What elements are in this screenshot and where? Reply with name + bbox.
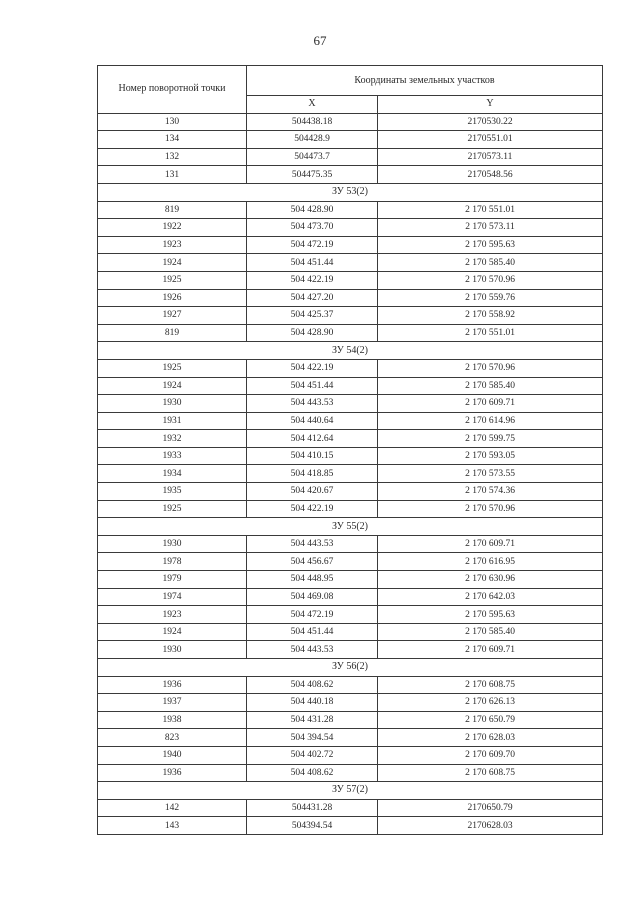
x-coordinate-cell: 504 451.44 — [247, 623, 378, 641]
table-row — [98, 219, 603, 237]
table-row — [98, 553, 603, 571]
table-row — [98, 236, 603, 254]
table-row — [98, 694, 603, 712]
x-coordinate-cell: 504394.54 — [247, 817, 378, 835]
x-coordinate-cell: 504 408.62 — [247, 676, 378, 694]
y-coordinate-cell: 2 170 608.75 — [378, 764, 603, 782]
x-coordinate-cell: 504 440.64 — [247, 412, 378, 430]
table-row — [98, 465, 603, 483]
y-coordinate-cell: 2 170 570.96 — [378, 271, 603, 289]
point-number-cell: 130 — [98, 113, 247, 131]
y-coordinate-cell: 2170548.56 — [378, 166, 603, 184]
table-row — [98, 535, 603, 553]
y-coordinate-cell: 2 170 650.79 — [378, 711, 603, 729]
y-coordinate-cell: 2 170 570.96 — [378, 359, 603, 377]
y-coordinate-cell: 2 170 616.95 — [378, 553, 603, 571]
y-coordinate-cell: 2 170 585.40 — [378, 254, 603, 272]
point-number-cell: 1924 — [98, 254, 247, 272]
table-row — [98, 201, 603, 219]
x-coordinate-cell: 504 473.70 — [247, 219, 378, 237]
point-number-cell: 1934 — [98, 465, 247, 483]
x-coordinate-cell: 504 408.62 — [247, 764, 378, 782]
table-row — [98, 588, 603, 606]
table-row — [98, 641, 603, 659]
table-row — [98, 711, 603, 729]
point-number-cell: 1924 — [98, 623, 247, 641]
table-row — [98, 324, 603, 342]
group-label: ЗУ 54(2) — [98, 342, 603, 360]
y-coordinate-cell: 2 170 558.92 — [378, 307, 603, 325]
point-number-cell: 1927 — [98, 307, 247, 325]
x-coordinate-cell: 504 422.19 — [247, 359, 378, 377]
point-number-cell: 1926 — [98, 289, 247, 307]
y-coordinate-cell: 2 170 551.01 — [378, 201, 603, 219]
x-coordinate-cell: 504 410.15 — [247, 447, 378, 465]
point-number-cell: 143 — [98, 817, 247, 835]
y-coordinate-cell: 2 170 585.40 — [378, 377, 603, 395]
x-coordinate-cell: 504 402.72 — [247, 746, 378, 764]
table-row — [98, 412, 603, 430]
x-coordinate-cell: 504 443.53 — [247, 641, 378, 659]
y-coordinate-cell: 2 170 595.63 — [378, 236, 603, 254]
group-row — [98, 518, 603, 536]
point-number-cell: 1936 — [98, 764, 247, 782]
point-number-cell: 819 — [98, 201, 247, 219]
point-number-cell: 1931 — [98, 412, 247, 430]
y-coordinate-cell: 2 170 630.96 — [378, 571, 603, 589]
table-row — [98, 289, 603, 307]
group-label: ЗУ 55(2) — [98, 518, 603, 536]
table-row — [98, 571, 603, 589]
group-label: ЗУ 57(2) — [98, 782, 603, 800]
y-coordinate-cell: 2170530.22 — [378, 113, 603, 131]
x-coordinate-cell: 504 418.85 — [247, 465, 378, 483]
point-number-cell: 134 — [98, 131, 247, 149]
y-coordinate-cell: 2 170 628.03 — [378, 729, 603, 747]
table-row — [98, 131, 603, 149]
table-row — [98, 764, 603, 782]
table-row — [98, 817, 603, 835]
y-coordinate-cell: 2170628.03 — [378, 817, 603, 835]
point-number-cell: 1938 — [98, 711, 247, 729]
y-coordinate-cell: 2 170 585.40 — [378, 623, 603, 641]
x-coordinate-cell: 504 428.90 — [247, 324, 378, 342]
x-coordinate-cell: 504431.28 — [247, 799, 378, 817]
table-row — [98, 746, 603, 764]
point-number-cell: 132 — [98, 148, 247, 166]
y-coordinate-cell: 2 170 608.75 — [378, 676, 603, 694]
x-coordinate-cell: 504428.9 — [247, 131, 378, 149]
y-coordinate-cell: 2 170 573.11 — [378, 219, 603, 237]
table-row — [98, 254, 603, 272]
y-coordinate-cell: 2 170 609.71 — [378, 395, 603, 413]
point-number-cell: 1925 — [98, 359, 247, 377]
table-row — [98, 799, 603, 817]
table-row — [98, 500, 603, 518]
x-coordinate-cell: 504 443.53 — [247, 535, 378, 553]
group-row — [98, 342, 603, 360]
point-number-cell: 1935 — [98, 483, 247, 501]
x-coordinate-cell: 504 420.67 — [247, 483, 378, 501]
x-coordinate-cell: 504 412.64 — [247, 430, 378, 448]
y-coordinate-cell: 2 170 609.71 — [378, 641, 603, 659]
x-coordinate-cell: 504 451.44 — [247, 377, 378, 395]
header-y: Y — [378, 96, 603, 114]
x-coordinate-cell: 504 422.19 — [247, 500, 378, 518]
point-number-cell: 819 — [98, 324, 247, 342]
table-row — [98, 377, 603, 395]
point-number-cell: 1923 — [98, 236, 247, 254]
point-number-cell: 1925 — [98, 271, 247, 289]
header-x: X — [247, 96, 378, 114]
x-coordinate-cell: 504438.18 — [247, 113, 378, 131]
x-coordinate-cell: 504 472.19 — [247, 236, 378, 254]
group-row — [98, 659, 603, 677]
y-coordinate-cell: 2 170 599.75 — [378, 430, 603, 448]
table-row — [98, 113, 603, 131]
table-row — [98, 483, 603, 501]
group-row — [98, 782, 603, 800]
table-row — [98, 395, 603, 413]
x-coordinate-cell: 504 425.37 — [247, 307, 378, 325]
y-coordinate-cell: 2 170 573.55 — [378, 465, 603, 483]
table-row — [98, 166, 603, 184]
point-number-cell: 1925 — [98, 500, 247, 518]
table-row — [98, 676, 603, 694]
y-coordinate-cell: 2 170 574.36 — [378, 483, 603, 501]
table-row — [98, 271, 603, 289]
y-coordinate-cell: 2 170 559.76 — [378, 289, 603, 307]
point-number-cell: 823 — [98, 729, 247, 747]
group-label: ЗУ 56(2) — [98, 659, 603, 677]
y-coordinate-cell: 2 170 595.63 — [378, 606, 603, 624]
point-number-cell: 1932 — [98, 430, 247, 448]
y-coordinate-cell: 2 170 642.03 — [378, 588, 603, 606]
x-coordinate-cell: 504 394.54 — [247, 729, 378, 747]
point-number-cell: 1978 — [98, 553, 247, 571]
y-coordinate-cell: 2 170 570.96 — [378, 500, 603, 518]
x-coordinate-cell: 504 422.19 — [247, 271, 378, 289]
header-coordinates: Координаты земельных участков — [247, 66, 603, 96]
x-coordinate-cell: 504 448.95 — [247, 571, 378, 589]
table-row — [98, 430, 603, 448]
y-coordinate-cell: 2170551.01 — [378, 131, 603, 149]
table-row — [98, 307, 603, 325]
x-coordinate-cell: 504 427.20 — [247, 289, 378, 307]
group-label: ЗУ 53(2) — [98, 183, 603, 201]
point-number-cell: 1930 — [98, 395, 247, 413]
point-number-cell: 1930 — [98, 641, 247, 659]
x-coordinate-cell: 504 428.90 — [247, 201, 378, 219]
point-number-cell: 1979 — [98, 571, 247, 589]
x-coordinate-cell: 504 456.67 — [247, 553, 378, 571]
y-coordinate-cell: 2170650.79 — [378, 799, 603, 817]
x-coordinate-cell: 504 431.28 — [247, 711, 378, 729]
table-row — [98, 729, 603, 747]
point-number-cell: 1924 — [98, 377, 247, 395]
point-number-cell: 1936 — [98, 676, 247, 694]
y-coordinate-cell: 2 170 626.13 — [378, 694, 603, 712]
y-coordinate-cell: 2 170 551.01 — [378, 324, 603, 342]
y-coordinate-cell: 2 170 609.71 — [378, 535, 603, 553]
table-row — [98, 359, 603, 377]
point-number-cell: 1940 — [98, 746, 247, 764]
point-number-cell: 1937 — [98, 694, 247, 712]
group-row — [98, 183, 603, 201]
table-body — [98, 113, 603, 834]
y-coordinate-cell: 2 170 593.05 — [378, 447, 603, 465]
x-coordinate-cell: 504475.35 — [247, 166, 378, 184]
x-coordinate-cell: 504 469.08 — [247, 588, 378, 606]
x-coordinate-cell: 504473.7 — [247, 148, 378, 166]
header-point-number: Номер поворотной точки — [98, 66, 247, 114]
point-number-cell: 1923 — [98, 606, 247, 624]
point-number-cell: 1922 — [98, 219, 247, 237]
y-coordinate-cell: 2 170 609.70 — [378, 746, 603, 764]
x-coordinate-cell: 504 451.44 — [247, 254, 378, 272]
point-number-cell: 1933 — [98, 447, 247, 465]
x-coordinate-cell: 504 440.18 — [247, 694, 378, 712]
page-number: 67 — [313, 33, 327, 48]
table-row — [98, 447, 603, 465]
point-number-cell: 131 — [98, 166, 247, 184]
table-row — [98, 606, 603, 624]
table-row — [98, 623, 603, 641]
table-row — [98, 148, 603, 166]
x-coordinate-cell: 504 443.53 — [247, 395, 378, 413]
point-number-cell: 1930 — [98, 535, 247, 553]
point-number-cell: 142 — [98, 799, 247, 817]
point-number-cell: 1974 — [98, 588, 247, 606]
y-coordinate-cell: 2 170 614.96 — [378, 412, 603, 430]
x-coordinate-cell: 504 472.19 — [247, 606, 378, 624]
coordinates-table — [97, 65, 603, 835]
y-coordinate-cell: 2170573.11 — [378, 148, 603, 166]
